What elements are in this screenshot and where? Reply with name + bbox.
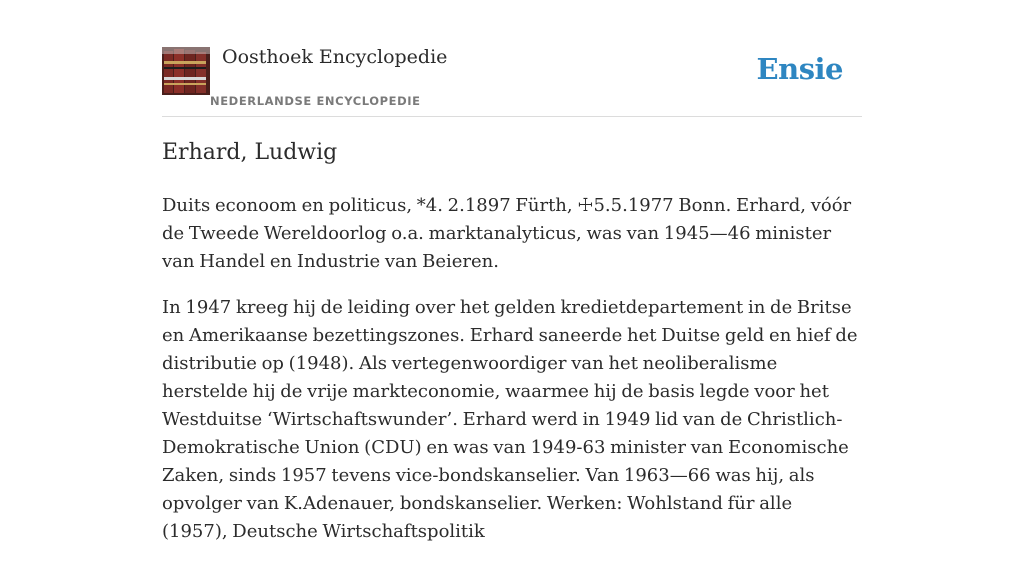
- entry-paragraph: In 1947 kreeg hij de leiding over het gelden kredietdepartement in de Britse en Amerikaanse bezettingszones. Erhard saneerde het Duitse geld en hief de distributie op (1948). Als vertegenwoordiger van het neoliberalisme herstelde hij de vrije markteconomie, waarmee hij de basis legde voor het Westduitse ‘Wirtschaftswunder’. Erhard werd in 1949 lid van de Christlich-Demokratische Union (CDU) en was van 1949-63 minister van Economische Zaken, sinds 1957 tevens vice-bondskanselier. Van 1963—66 was hij, als opvolger van K.Adenauer, bondskanselier. Werken: Wohlstand für alle (1957), Deutsche Wirtschaftspolitik: [162, 297, 858, 542]
- site-subtitle: NEDERLANDSE ENCYCLOPEDIE: [210, 94, 421, 108]
- site-title[interactable]: Oosthoek Encyclopedie: [222, 46, 448, 68]
- entry-title: Erhard, Ludwig: [162, 140, 338, 165]
- brand-logo-link[interactable]: Ensie: [756, 52, 843, 86]
- site-header: [162, 0, 862, 117]
- book-spines-icon[interactable]: [162, 47, 210, 95]
- entry-body: [162, 192, 862, 564]
- entry-paragraph: Duits econoom en politicus, *4. 2.1897 Fürth, ☩5.5.1977 Bonn. Erhard, vóór de Tweede Wereldoorlog o.a. marktanalyticus, was van 1945—46 minister van Handel en Industrie van Beieren.: [162, 195, 852, 272]
